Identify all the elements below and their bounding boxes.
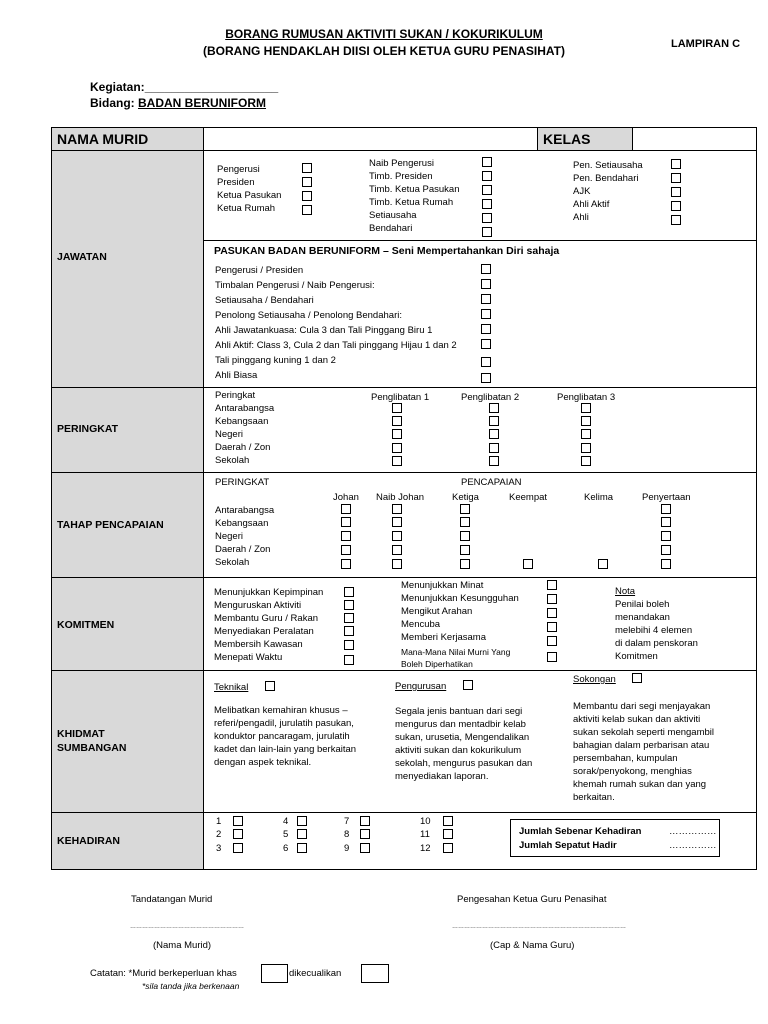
kehadiran-number: 7 [344,816,350,827]
dikecualikan-checkbox[interactable] [361,964,389,983]
nota-title: Nota [615,586,636,597]
desc-line: menyediakan laporan. [395,771,489,782]
kehadiran-number: 8 [344,829,350,840]
khas-checkbox[interactable] [261,964,288,983]
peringkat-header: Peringkat [215,390,256,401]
checkbox[interactable] [481,294,491,304]
checkbox[interactable] [482,227,492,237]
checkbox[interactable] [463,680,473,690]
jawatan-label: JAWATAN [57,251,107,263]
checkbox[interactable] [482,171,492,181]
desc-line: kadet dan lain-lain yang berkaitan [214,744,357,755]
jumlah-sepatut-label: Jumlah Sepatut Hadir [519,840,617,851]
checkbox[interactable] [671,187,681,197]
jawatan-item: Timb. Ketua Pasukan [369,184,460,195]
desc-line: mengurus dan mentadbir kelab [395,719,526,730]
kehadiran-number: 10 [420,816,431,827]
tahap-level-list [215,504,274,569]
form-subtitle: (BORANG HENDAKLAH DIISI OLEH KETUA GURU PENASIHAT) [203,44,565,58]
jawatan-item: AJK [573,186,591,197]
checkbox[interactable] [344,613,354,623]
checkbox[interactable] [443,816,453,826]
komitmen-item: Mana-Mana Nilai Murni Yang [401,647,511,657]
peringkat-label: PERINGKAT [57,423,119,435]
checkbox[interactable] [482,199,492,209]
checkbox[interactable] [341,504,351,514]
sokongan-desc [573,700,714,804]
komitmen-item: Mengikut Arahan [401,606,473,617]
checkbox[interactable] [482,213,492,223]
jawatan-col1 [217,163,281,215]
checkbox[interactable] [671,159,681,169]
sokongan-title: Sokongan [573,674,616,685]
uniform-list [215,263,457,383]
uniform-item: Pengerusi / Presiden [215,265,304,276]
kehadiran-number: 12 [420,843,431,854]
checkbox[interactable] [489,429,499,439]
checkbox[interactable] [297,829,307,839]
kehadiran-number: 3 [216,843,222,854]
col-penyertaan: Penyertaan [642,492,691,503]
checkbox[interactable] [344,587,354,597]
catatan-text: Catatan: *Murid berkeperluan khas [90,968,237,979]
komitmen-item: Boleh Diperhatikan [401,659,473,669]
jawatan-item: Ahli [573,212,589,223]
col-ketiga: Ketiga [452,492,479,503]
checkbox[interactable] [581,443,591,453]
jawatan-item: Ketua Rumah [217,203,276,214]
penglibatan-3-header: Penglibatan 3 [557,392,616,403]
checkbox[interactable] [233,829,243,839]
jawatan-item: Timb. Presiden [369,171,433,182]
desc-line: bahagian dalam perbarisan atau [573,740,710,751]
desc-line: Segala jenis bantuan dari segi [395,706,523,717]
level-item: Daerah / Zon [215,544,271,555]
jawatan-item: Timb. Ketua Rumah [369,197,454,208]
checkbox[interactable] [302,191,312,201]
checkbox[interactable] [489,403,499,413]
col-naib-johan: Naib Johan [376,492,425,503]
uniform-item: Penolong Setiausaha / Penolong Bendahari: [215,310,402,321]
nama-murid-caption: (Nama Murid) [153,940,212,951]
khidmat-label-line: SUMBANGAN [57,742,127,754]
desc-line: aktiviti sukan dan kokurikulum [395,745,522,756]
checkbox[interactable] [481,264,491,274]
checkbox[interactable] [671,201,681,211]
checkbox[interactable] [481,309,491,319]
checkbox[interactable] [547,622,557,632]
kehadiran-number: 2 [216,829,222,840]
checkbox[interactable] [392,416,402,426]
col-kelima: Kelima [584,492,614,503]
checkbox[interactable] [581,429,591,439]
nama-murid-field[interactable] [204,128,536,149]
tahap-label: TAHAP PENCAPAIAN [57,519,164,531]
checkbox[interactable] [392,456,402,466]
checkbox[interactable] [392,429,402,439]
level-item: Antarabangsa [215,505,275,516]
kegiatan-field[interactable]: ____________________ [144,80,279,94]
pencapaian-header: PENCAPAIAN [461,477,522,488]
level-item: Sekolah [215,557,250,568]
uniform-item: Ahli Aktif: Class 3, Cula 2 dan Tali pinggang Hijau 1 dan 2 [215,340,457,351]
desc-line: sekolah, mengurus pasukan dan [395,758,533,769]
checkbox[interactable] [344,640,354,650]
penglibatan-2-header: Penglibatan 2 [461,392,520,403]
jumlah-sebenar-label: Jumlah Sebenar Kehadiran [519,826,642,837]
checkbox[interactable] [341,531,351,541]
jawatan-item: Pengerusi [217,164,260,175]
nama-murid-label: NAMA MURID [57,131,149,147]
checkbox[interactable] [302,205,312,215]
jawatan-item: Pen. Setiausaha [573,160,643,171]
checkbox[interactable] [302,163,312,173]
jawatan-item: Presiden [217,177,255,188]
komitmen-item: Membantu Guru / Rakan [214,613,319,624]
checkbox[interactable] [481,357,491,367]
kelas-field[interactable] [633,128,756,149]
checkbox[interactable] [344,626,354,636]
checkbox[interactable] [392,517,402,527]
murid-sign-line[interactable]: ………………………………………………… [130,924,244,930]
checkbox[interactable] [489,443,499,453]
checkbox[interactable] [460,517,470,527]
level-item: Sekolah [215,455,250,466]
uniform-item: Setiausaha / Bendahari [215,295,314,306]
checkbox[interactable] [547,636,557,646]
checkbox[interactable] [489,456,499,466]
nota-line: Penilai boleh [615,599,670,610]
desc-line: referi/pengadil, jurulatih pasukan, [214,718,354,729]
jumlah-sebenar-value[interactable]: …………… [669,826,717,837]
komitmen-item: Menyediakan Peralatan [214,626,314,637]
checkbox[interactable] [460,504,470,514]
dikecualikan-text: dikecualikan [289,968,342,979]
komitmen-label: KOMITMEN [57,619,115,631]
checkbox[interactable] [481,373,491,383]
checkbox[interactable] [671,173,681,183]
checkbox[interactable] [265,681,275,691]
checkbox[interactable] [661,531,671,541]
checkbox[interactable] [341,559,351,569]
kehadiran-number: 5 [283,829,289,840]
tahap-peringkat-header: PERINGKAT [215,477,270,488]
checkbox[interactable] [443,843,453,853]
komitmen-item: Memberi Kerjasama [401,632,486,643]
checkbox[interactable] [341,545,351,555]
jawatan-item: Ketua Pasukan [217,190,282,201]
desc-line: Melibatkan kemahiran khusus – [214,705,348,716]
checkbox[interactable] [443,829,453,839]
kehadiran-number: 11 [420,829,430,840]
level-item: Kebangsaan [215,416,269,427]
checkbox[interactable] [661,559,671,569]
desc-line: sukan sekolah seperti mengambil [573,727,714,738]
checkbox[interactable] [360,829,370,839]
jumlah-box [510,819,720,857]
checkbox[interactable] [392,531,402,541]
cap-nama-caption: (Cap & Nama Guru) [490,940,575,951]
komitmen-item: Membersih Kawasan [214,639,303,650]
checkbox[interactable] [460,531,470,541]
checkbox[interactable] [297,816,307,826]
form-title: BORANG RUMUSAN AKTIVITI SUKAN / KOKURIKULUM [225,27,543,41]
checkbox[interactable] [233,816,243,826]
checkbox[interactable] [661,504,671,514]
col-johan: Johan [333,492,359,503]
checkbox[interactable] [547,580,557,590]
jawatan-item: Naib Pengerusi [369,158,434,169]
desc-line: Membantu dari segi menjayakan [573,701,711,712]
uniform-title: PASUKAN BADAN BERUNIFORM – Seni Mempertahankan Diri sahaja [214,245,560,257]
komitmen-col2 [401,579,519,670]
desc-line: sorak/penyokong, menghias [573,766,692,777]
level-item: Kebangsaan [215,518,269,529]
jawatan-col2 [369,157,459,235]
checkbox[interactable] [671,215,681,225]
checkbox[interactable] [581,456,591,466]
kehadiran-number: 1 [216,816,222,827]
jumlah-sepatut-value[interactable]: …………… [669,840,717,851]
komitmen-item: Menunjukkan Kepimpinan [214,587,324,598]
col-keempat: Keempat [509,492,548,503]
checkbox[interactable] [460,559,470,569]
desc-line: sukan, urusetia, Mengendalikan [395,732,530,743]
guru-sign-line[interactable]: …………………………………………………………………………… [452,924,626,930]
kehadiran-number: 9 [344,843,350,854]
bidang-row [90,96,266,110]
kehadiran-number: 4 [283,816,289,827]
kehadiran-label: KEHADIRAN [57,835,120,847]
lampiran-label: LAMPIRAN C [671,38,741,50]
checkbox[interactable] [481,279,491,289]
komitmen-item: Menepati Waktu [214,652,283,663]
uniform-item: Ahli Jawatankuasa: Cula 3 dan Tali Pinggang Biru 1 [215,325,433,336]
checkbox[interactable] [392,545,402,555]
jawatan-item: Pen. Bendahari [573,173,639,184]
checkbox[interactable] [489,416,499,426]
komitmen-item: Mencuba [401,619,441,630]
checkbox[interactable] [581,416,591,426]
checkbox[interactable] [598,559,608,569]
nota-line: menandakan [615,612,670,623]
desc-line: berkaitan. [573,792,615,803]
checkbox[interactable] [482,157,492,167]
checkbox[interactable] [302,177,312,187]
checkbox[interactable] [661,545,671,555]
tandatangan-label: Tandatangan Murid [131,894,213,905]
checkbox[interactable] [344,655,354,665]
checkbox[interactable] [632,673,642,683]
checkbox[interactable] [392,559,402,569]
bidang-value: BADAN BERUNIFORM [138,96,267,110]
teknikal-title: Teknikal [214,682,249,693]
penglibatan-1-header: Penglibatan 1 [371,392,430,403]
desc-line: dengan aspek teknikal. [214,757,312,768]
checkbox[interactable] [481,339,491,349]
kelas-label: KELAS [543,131,591,147]
kegiatan-row [90,80,278,94]
pengurusan-title: Pengurusan [395,681,447,692]
jawatan-item: Setiausaha [369,210,417,221]
checkbox[interactable] [481,324,491,334]
checkbox[interactable] [360,816,370,826]
jawatan-item: Bendahari [369,223,413,234]
pengesahan-label: Pengesahan Ketua Guru Penasihat [457,894,607,905]
checkbox[interactable] [233,843,243,853]
uniform-item: Timbalan Pengerusi / Naib Pengerusi: [215,280,375,291]
checkbox[interactable] [661,517,671,527]
jawatan-item: Ahli Aktif [573,199,610,210]
checkbox[interactable] [460,545,470,555]
level-item: Negeri [215,531,243,542]
checkbox[interactable] [547,608,557,618]
checkbox[interactable] [523,559,533,569]
level-item: Antarabangsa [215,403,275,414]
bidang-label: Bidang: [90,96,135,110]
level-item: Daerah / Zon [215,442,271,453]
desc-line: aktiviti kelab sukan dan aktiviti [573,714,701,725]
kegiatan-label: Kegiatan: [90,80,145,94]
nota-line: melebihi 4 elemen [615,625,693,636]
checkbox[interactable] [547,652,557,662]
komitmen-item: Menunjukkan Kesungguhan [401,593,519,604]
level-item: Negeri [215,429,243,440]
checkbox[interactable] [360,843,370,853]
sila-tanda-note: *sila tanda jika berkenaan [142,981,240,991]
peringkat-list [215,389,274,467]
nota-line: Komitmen [615,651,658,662]
kehadiran-number: 6 [283,843,289,854]
uniform-item: Tali pinggang kuning 1 dan 2 [215,355,336,366]
checkbox[interactable] [297,843,307,853]
checkbox[interactable] [341,517,351,527]
nota-box [615,585,698,663]
checkbox[interactable] [392,504,402,514]
checkbox[interactable] [344,600,354,610]
khidmat-label-line: KHIDMAT [57,728,105,740]
checkbox[interactable] [547,594,557,604]
nota-line: di dalam penskoran [615,638,698,649]
khidmat-label [57,727,126,755]
jawatan-col3 [573,159,643,224]
checkbox[interactable] [392,403,402,413]
pengurusan-desc [395,705,532,783]
komitmen-col1 [214,586,323,664]
checkbox[interactable] [392,443,402,453]
checkbox[interactable] [581,403,591,413]
desc-line: konduktor pancaragam, jurulatih [214,731,350,742]
teknikal-desc [214,704,356,769]
checkbox[interactable] [482,185,492,195]
komitmen-item: Menguruskan Aktiviti [214,600,302,611]
desc-line: khemah rumah sukan dan yang [573,779,707,790]
komitmen-item: Menunjukkan Minat [401,580,484,591]
uniform-item: Ahli Biasa [215,370,258,381]
desc-line: persembahan, kumpulan [573,753,678,764]
